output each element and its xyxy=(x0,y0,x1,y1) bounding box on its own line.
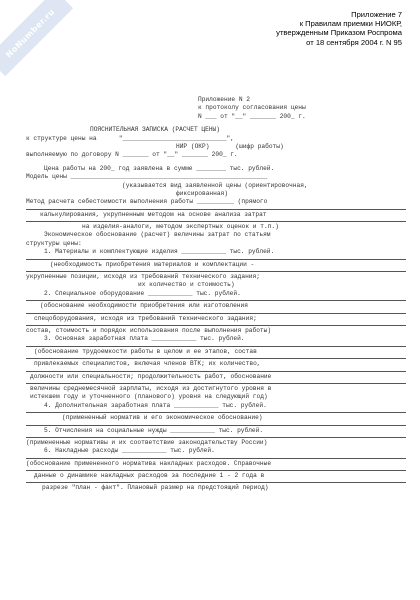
work-type-hint: НИР (ОКР) (шифр работы) xyxy=(176,142,284,150)
price-model-hint: (указывается вид заявленной цены (ориентировочная, xyxy=(122,181,308,189)
header-line-4: от 18 сентября 2004 г. N 95 xyxy=(306,37,402,47)
item-5-hint: (примененные нормативы и их соответствие законодательству России) xyxy=(26,438,268,446)
price-amount-line: Цена работы на 200_ год заявлена в сумме ________ тыс. рублей. xyxy=(44,164,275,172)
note-title: ПОЯСНИТЕЛЬНАЯ ЗАПИСКА (РАСЧЕТ ЦЕНЫ) xyxy=(90,126,220,134)
document-body xyxy=(26,96,406,493)
item-3-hint-5: истекшем году и уточненного (планового) уровня на следующий год) xyxy=(30,393,268,401)
appendix-reference: к протоколу согласования цены xyxy=(198,104,306,112)
item-1-hint-3: их количество и стоимость) xyxy=(138,281,235,289)
contract-line: выполняемую по договору N _______ от "__" _______ 200_ г. xyxy=(26,151,238,159)
item-6-overhead: 6. Накладные расходы ____________ тыс. рублей. xyxy=(44,447,215,455)
item-4-additional-salary: 4. Дополнительная заработная плата ____________ тыс. рублей. xyxy=(44,401,267,409)
document-header xyxy=(162,10,402,47)
appendix-title: Приложение N 2 xyxy=(198,96,250,103)
cost-method-hint-2: на изделия-аналоги, методом экспертных оценок и т.п.) xyxy=(82,223,279,231)
header-line-1: Приложение 7 xyxy=(351,10,402,19)
item-1-hint-2: укрупненные позиции, исходя из требований технического задания; xyxy=(26,273,260,281)
item-6-hint-2: данные о динамике накладных расходов за последние 1 - 2 года в xyxy=(34,472,265,480)
item-2-equipment: 2. Специальное оборудование ____________ тыс. рублей. xyxy=(44,289,241,297)
appendix-number-date: N ___ от "__" _______ 200_ г. xyxy=(198,112,306,120)
cost-method-hint: калькулирования, укрупненным методом на основе анализа затрат xyxy=(40,210,267,218)
item-5-social: 5. Отчисления на социальные нужды ____________ тыс. рублей. xyxy=(44,426,264,434)
price-model-line: Модель цены _____________________________________________________ xyxy=(26,173,268,181)
economic-justification: Экономическое обоснование (расчет) величины затрат по статьям xyxy=(44,231,271,239)
watermark-ribbon xyxy=(0,0,73,76)
item-4-hint: (примененный норматив и его экономическое обоснование) xyxy=(62,414,263,422)
item-3-hint-4: величины среднемесячной зарплаты, исходя из достигнутого уровня в xyxy=(30,384,272,392)
item-6-hint: (обоснование примененного норматива накладных расходов. Справочные xyxy=(26,459,272,467)
item-3-hint: (обоснование трудоемкости работы в целом и ее этапов, состав xyxy=(34,347,257,355)
watermark-text: NoNumber.ru xyxy=(3,6,57,60)
item-2-hint-2: спецоборудования, исходя из требований технического задания; xyxy=(34,314,257,322)
header-line-3: утвержденным Приказом Роспрома xyxy=(276,28,402,38)
cost-method-line: Метод расчета себестоимости выполнения работы __________ (прямого xyxy=(26,198,268,206)
price-structure-label: структуры цены: xyxy=(26,239,82,247)
price-structure-line: к структуре цены на "____________________________", xyxy=(26,134,234,142)
item-6-hint-3: разрезе "план - факт". Плановый размер на предстоящий период) xyxy=(42,484,269,492)
item-3-salary: 3. Основная заработная плата ____________ тыс. рублей. xyxy=(44,335,245,343)
header-line-2: к Правилам приемки НИОКР, xyxy=(299,19,402,29)
price-model-hint-2: фиксированная) xyxy=(176,189,228,197)
item-2-hint: (обоснование необходимости приобретения или изготовления xyxy=(40,302,248,310)
item-1-materials: 1. Материалы и комплектующие изделия ____________ тыс. рублей. xyxy=(44,248,275,256)
item-3-hint-2: привлекаемых специалистов, включая членов ВТК; их количество, xyxy=(34,360,261,368)
item-3-hint-3: должности или специальности; продолжительность работ, обоснование xyxy=(30,372,272,380)
item-2-hint-3: состав, стоимость и порядок использования после выполнения работы) xyxy=(26,326,272,334)
item-1-hint: (необходимость приобретения материалов и комплектации - xyxy=(50,260,255,268)
